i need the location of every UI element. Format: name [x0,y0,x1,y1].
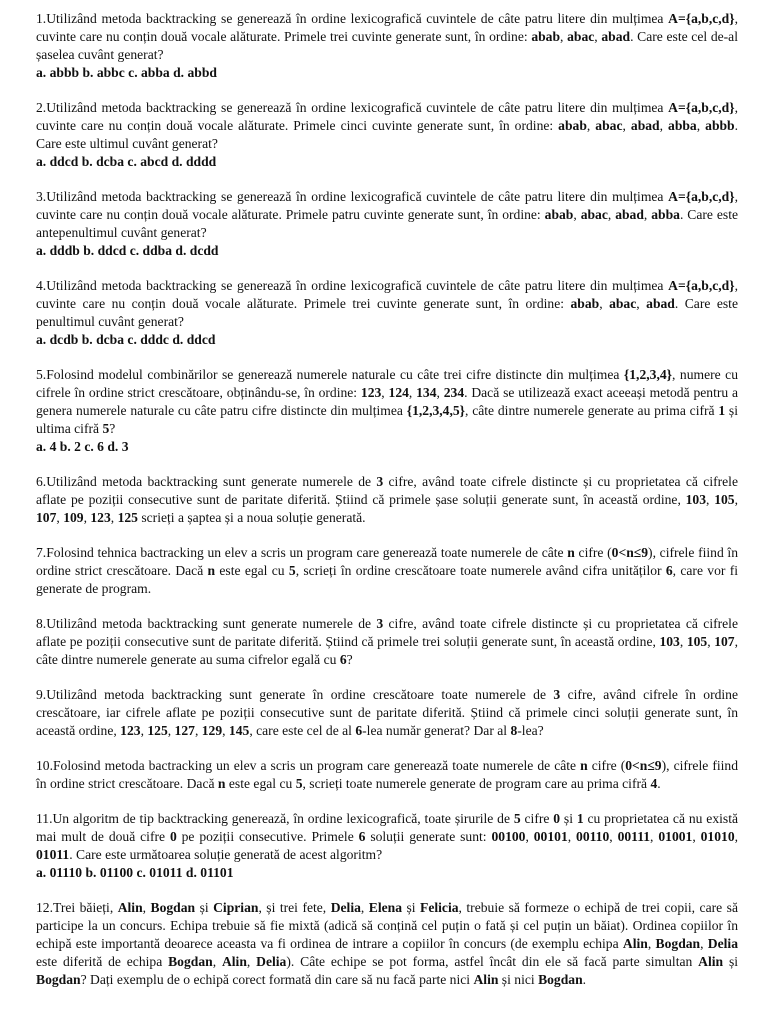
bold-term: 4 [650,776,658,791]
statement-text: 9.Utilizând metoda backtracking sunt generate în ordine crescătoare toate numerele de [36,687,554,702]
statement-text: cifre [520,811,554,826]
bold-term: 105 [714,492,735,507]
statement-text: . [582,972,587,987]
bold-term: abab [531,29,561,44]
statement-text: cifre ( [574,545,612,560]
bold-term: 0 [553,811,561,826]
statement-text: . Care este cel de-al șaselea cuvânt generat? [36,29,738,62]
statement-text: , [734,492,738,507]
statement-text: , [246,954,257,969]
statement-text: ? [109,421,116,436]
statement-text: , [567,829,577,844]
statement-text: este egal cu [225,776,296,791]
statement-text: , [707,634,715,649]
bold-term: 129 [201,723,223,738]
problem-statement [36,615,738,669]
statement-text: cifre, având toate cifrele distincte și cu proprietatea că cifrele aflate pe poziții consecutive sunt de paritate diferită. Știind că primele șase soluții generate sunt, în această ordine, [36,474,738,507]
statement-text: , [56,510,64,525]
bold-term: 123 [120,723,141,738]
statement-text: 5.Folosind modelul combinărilor se generează numerele naturale cu câte trei cifre distincte din mulțimea [36,367,624,382]
bold-term: Ciprian [213,900,259,915]
bold-term: 107 [36,510,57,525]
statement-text: cu proprietatea că nu există mai mult de două cifre [36,811,738,844]
bold-term: abad [630,118,660,133]
statement-text: , [650,829,659,844]
bold-term: 01011 [36,847,70,862]
bold-term: abad [615,207,644,222]
statement-text: pe poziții consecutive. Primele [176,829,359,844]
statement-text: cifre, având cifrele în ordine crescătoare, iar cifrele aflate pe poziții consecutive sunt de paritate diferită. Știind că primele cinci soluții generate sunt, în această ordine, [36,687,738,738]
statement-text: , scrieți în ordine crescătoare toate numerele având cifra unităților [295,563,666,578]
statement-text: , [142,900,151,915]
statement-text: 11.Un algoritm de tip backtracking generează, în ordine lexicografică, toate șirurile de [36,811,514,826]
problem-2 [36,99,738,171]
statement-text: , cuvinte care nu conțin două vocale alăturate. Primele trei cuvinte generate sunt, în ordine: [36,11,738,44]
bold-term: abab [570,296,600,311]
bold-term: Alin [117,900,143,915]
bold-term: Alin [473,972,499,987]
problem-list [36,10,738,989]
statement-text: , [594,29,602,44]
statement-text: -lea? [517,723,544,738]
statement-text: 3.Utilizând metoda backtracking se generează în ordine lexicografică cuvintele de câte patru litere din mulțimea [36,189,669,204]
bold-term: {1,2,3,4,5} [406,403,466,418]
statement-text: , [734,829,739,844]
bold-term: 145 [228,723,250,738]
answer-options: a. 01110 b. 01100 c. 01011 d. 01101 [36,865,234,880]
problem-statement [36,473,738,527]
bold-term: abba [668,118,697,133]
statement-text: , [622,118,631,133]
bold-term: Bogdan [168,954,213,969]
statement-text: și [560,811,577,826]
statement-text: , numere cu cifrele în ordine strict crescătoare, obținându-se, în ordine: [36,367,738,400]
statement-text: 4.Utilizând metoda backtracking se generează în ordine lexicografică cuvintele de câte patru litere din mulțimea [36,278,669,293]
statement-text: -lea număr generat? Dar al [362,723,511,738]
problem-3 [36,188,738,260]
problem-statement [36,366,738,438]
problem-11 [36,810,738,882]
bold-term: Bogdan [655,936,701,951]
bold-term: 6 [355,723,363,738]
statement-text: 7.Folosind tehnica bactracking un elev a scris un program care generează toate numerele de câte [36,545,568,560]
statement-text: . Care este următoarea soluție generată de acest algoritm? [69,847,383,862]
statement-text: . Care este ultimul cuvânt generat? [36,118,739,151]
statement-text: . Care este antepenultimul cuvânt generat? [36,207,739,240]
statement-text: , scrieți toate numerele generate de program care au prima cifră [302,776,651,791]
statement-text: ? Dați exemplu de o echipă corect formată din care să nu facă parte nici [80,972,474,987]
statement-text: 10.Folosind metoda bactracking un elev a scris un program care generează toate numerele de câte [36,758,581,773]
bold-term: 234 [443,385,465,400]
bold-term: A={a,b,c,d} [668,11,735,26]
bold-term: Felicia [420,900,459,915]
statement-text: este diferită de echipa [36,954,169,969]
bold-term: 105 [686,634,708,649]
problem-6 [36,473,738,527]
statement-text: , cuvinte care nu conțin două vocale alăturate. Primele patru cuvinte generate sunt, în ordine: [36,189,738,222]
statement-text: și [723,954,739,969]
statement-text: și ultima cifră [36,403,738,436]
statement-text: , [381,385,389,400]
statement-text: 8.Utilizând metoda backtracking sunt generate numerele de [36,616,377,631]
bold-term: A={a,b,c,d} [668,189,735,204]
statement-text: , [222,723,229,738]
statement-text: , [599,296,610,311]
statement-text: , [659,118,669,133]
statement-text: . Care este penultimul cuvânt generat? [36,296,738,329]
bold-term: 0<n≤9 [625,758,662,773]
bold-term: 5 [288,563,296,578]
answer-options: a. dddb b. ddcd c. ddba d. dcdd [36,243,219,258]
bold-term: 3 [376,474,384,489]
bold-term: {1,2,3,4} [623,367,673,382]
bold-term: Bogdan [538,972,583,987]
statement-text: soluții generate sunt: [365,829,492,844]
statement-text: , care vor fi generate de program. [36,563,738,596]
bold-term: abbb [705,118,735,133]
statement-text: , [560,29,568,44]
answer-options: a. 4 b. 2 c. 6 d. 3 [36,439,129,454]
statement-text: , [696,118,706,133]
statement-text: , trebuie să formeze o echipă de trei copii, care să participe la un concurs. Echipa trebuie să fie mixtă (adică să conțină cel puțin o fată și cel puțin un băiat). Ordinea copiilor în echipă este importantă deoarece aceasta va fi ordinea de intrare a copiilor în concurs (de exemplu echipa [36,900,738,951]
statement-text: ? [346,652,353,667]
problem-statement [36,899,738,989]
statement-text: 1.Utilizând metoda backtracking se generează în ordine lexicografică cuvintele de câte patru litere din mulțimea [36,11,669,26]
statement-text: , [167,723,175,738]
statement-text: , [140,723,148,738]
bold-term: 01001 [658,829,693,844]
statement-text: 6.Utilizând metoda backtracking sunt generate numerele de [36,474,377,489]
statement-text: , [700,936,708,951]
bold-term: abab [544,207,574,222]
bold-term: 1 [576,811,584,826]
bold-term: Bogdan [150,900,196,915]
problem-9 [36,686,738,740]
statement-text: ). Câte echipe se pot forma, astfel încât din ele să facă parte simultan [286,954,699,969]
problem-statement [36,757,738,793]
bold-term: 00111 [617,829,651,844]
statement-text: , care este cel de al [249,723,356,738]
statement-text: scrieți a șaptea și a noua soluție generată. [137,510,366,525]
bold-term: n [207,563,216,578]
problem-7 [36,544,738,598]
statement-text: , [706,492,715,507]
bold-term: 5 [295,776,303,791]
problem-statement [36,810,738,864]
statement-text: ), cifrele fiind în ordine strict crescătoare. Dacă [36,545,739,578]
statement-text: este egal cu [215,563,289,578]
bold-term: n [567,545,575,560]
problem-5 [36,366,738,456]
bold-term: abab [558,118,587,133]
problem-statement [36,544,738,598]
statement-text: 12.Trei băieți, [36,900,118,915]
bold-term: 123 [90,510,111,525]
bold-term: 8 [510,723,518,738]
statement-text: , [408,385,417,400]
bold-term: Alin [698,954,724,969]
statement-text: , câte dintre numerele generate au prima cifră [465,403,719,418]
statement-text: , [436,385,444,400]
bold-term: A={a,b,c,d} [668,100,735,115]
bold-term: 107 [714,634,735,649]
bold-term: 6 [665,563,673,578]
statement-text: , [636,296,647,311]
statement-text: , [110,510,118,525]
bold-term: Alin [622,936,648,951]
bold-term: Elena [368,900,402,915]
statement-text: , [607,207,616,222]
bold-term: abad [601,29,631,44]
bold-term: abad [646,296,675,311]
bold-term: 127 [174,723,195,738]
bold-term: 6 [358,829,366,844]
bold-term: 00101 [533,829,568,844]
statement-text: , [573,207,581,222]
bold-term: n [580,758,588,773]
bold-term: 01010 [700,829,735,844]
statement-text: și [402,900,421,915]
bold-term: 1 [718,403,726,418]
bold-term: 5 [513,811,521,826]
bold-term: abac [580,207,608,222]
problem-1 [36,10,738,82]
statement-text: . [657,776,661,791]
problem-statement [36,686,738,740]
bold-term: 134 [416,385,437,400]
bold-term: Delia [707,936,738,951]
statement-text: 2.Utilizând metoda backtracking se generează în ordine lexicografică cuvintele de câte patru litere din mulțimea [36,100,669,115]
bold-term: 103 [659,634,680,649]
bold-term: 0 [169,829,177,844]
bold-term: 00110 [576,829,610,844]
statement-text: , [647,936,656,951]
bold-term: Delia [256,954,287,969]
statement-text: cifre ( [587,758,626,773]
statement-text: . Dacă se utilizează exact aceeași metodă pentru a genera numerele naturale cu câte patru cifre distincte din mulțimea [36,385,739,418]
statement-text: , [212,954,222,969]
bold-term: 125 [117,510,138,525]
statement-text: , [692,829,701,844]
answer-options: a. abbb b. abbc c. abba d. abbd [36,65,217,80]
bold-term: 123 [360,385,382,400]
bold-term: A={a,b,c,d} [668,278,735,293]
statement-text: și nici [498,972,539,987]
bold-term: 3 [553,687,561,702]
bold-term: Alin [221,954,247,969]
bold-term: abac [609,296,637,311]
statement-text: , [360,900,369,915]
bold-term: Delia [330,900,361,915]
statement-text: , cuvinte care nu conțin două vocale alăturate. Primele trei cuvinte generate sunt, în ordine: [36,278,738,311]
statement-text: , [83,510,91,525]
statement-text: , și trei fete, [258,900,331,915]
bold-term: Bogdan [36,972,81,987]
problem-statement [36,277,738,331]
bold-term: 00100 [491,829,526,844]
bold-term: 3 [376,616,384,631]
bold-term: n [217,776,226,791]
statement-text: , [525,829,534,844]
answer-options: a. dcdb b. dcba c. dddc d. ddcd [36,332,216,347]
statement-text: , [609,829,618,844]
statement-text: , [194,723,202,738]
statement-text: , [586,118,596,133]
statement-text: , [679,634,687,649]
answer-options: a. ddcd b. dcba c. abcd d. dddd [36,154,217,169]
bold-term: 103 [685,492,707,507]
statement-text: ), cifrele fiind în ordine strict crescătoare. Dacă [36,758,738,791]
problem-statement [36,188,738,242]
bold-term: 0<n≤9 [611,545,649,560]
statement-text: cifre, având toate cifrele distincte și cu proprietatea că cifrele aflate pe poziții consecutive sunt de paritate diferită. Știind că primele trei soluții generate sunt, în această ordine, [36,616,738,649]
bold-term: 5 [102,421,110,436]
bold-term: 124 [388,385,409,400]
problem-statement [36,99,738,153]
bold-term: 125 [147,723,168,738]
problem-statement [36,10,738,64]
statement-text: , [643,207,652,222]
statement-text: , câte dintre numerele generate au suma cifrelor egală cu [36,634,738,667]
bold-term: 6 [339,652,347,667]
problem-4 [36,277,738,349]
bold-term: 109 [63,510,84,525]
statement-text: , cuvinte care nu conțin două vocale alăturate. Primele cinci cuvinte generate sunt, în ordine: [36,100,738,133]
bold-term: abac [595,118,623,133]
problem-12 [36,899,738,989]
statement-text: și [195,900,214,915]
problem-8 [36,615,738,669]
problem-10 [36,757,738,793]
bold-term: abba [651,207,680,222]
bold-term: abac [567,29,595,44]
